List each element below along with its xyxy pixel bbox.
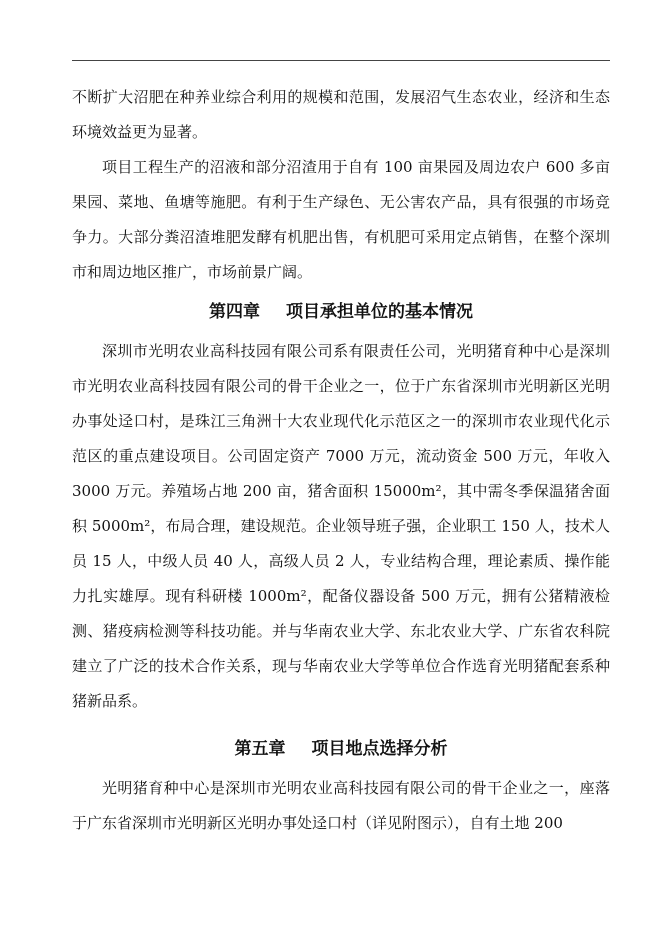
document-body (72, 80, 610, 841)
chapter-4-number: 第四章 (209, 302, 260, 322)
chapter-5-title: 项目地点选择分析 (311, 739, 448, 759)
paragraph-2: 项目工程生产的沼液和部分沼渣用于自有 100 亩果园及周边农户 600 多亩果园、菜地、鱼塘等施肥。有利于生产绿色、无公害农产品，具有很强的市场竞争力。大部分粪沼渣堆肥发酵有机肥出售，有机肥可采用定点销售，在整个深圳市和周边地区推广，市场前景广阔。 (72, 158, 610, 281)
header-rule (72, 60, 610, 61)
paragraph-3: 深圳市光明农业高科技园有限公司系有限责任公司，光明猪育种中心是深圳市光明农业高科技园有限公司的骨干企业之一，位于广东省深圳市光明新区光明办事处迳口村，是珠江三角洲十大农业现代化示范区之一的深圳市农业现代化示范区的重点建设项目。公司固定资产 7000 万元，流动资金 500 万元，年收入 3000 万元。养殖场占地 200 亩，猪舍面积 15000m²，其中需冬季保温猪舍面积 5000m²，布局合理，建设规范。企业领导班子强，企业职工 150 人，技术人员 15 人，中级人员 40 人，高级人员 2 人，专业结构合理，理论素质、操作能力扎实雄厚。现有科研楼 1000m²，配备仪器设备 500 万元，拥有公猪精液检测、猪疫病检测等科技功能。并与华南农业大学、东北农业大学、广东省农科院建立了广泛的技术合作关系，现与华南农业大学等单位合作选育光明猪配套系种猪新品系。 (72, 342, 610, 710)
chapter-4-heading (72, 302, 610, 322)
chapter-4-title: 项目承担单位的基本情况 (286, 302, 473, 322)
paragraph-1: 不断扩大沼肥在种养业综合利用的规模和范围，发展沼气生态农业，经济和生态环境效益更为显著。 (72, 88, 610, 141)
paragraph-4: 光明猪育种中心是深圳市光明农业高科技园有限公司的骨干企业之一，座落于广东省深圳市光明新区光明办事处迳口村（详见附图示），自有土地 200 (72, 779, 610, 832)
chapter-5-number: 第五章 (234, 739, 286, 759)
chapter-5-heading (72, 739, 610, 759)
